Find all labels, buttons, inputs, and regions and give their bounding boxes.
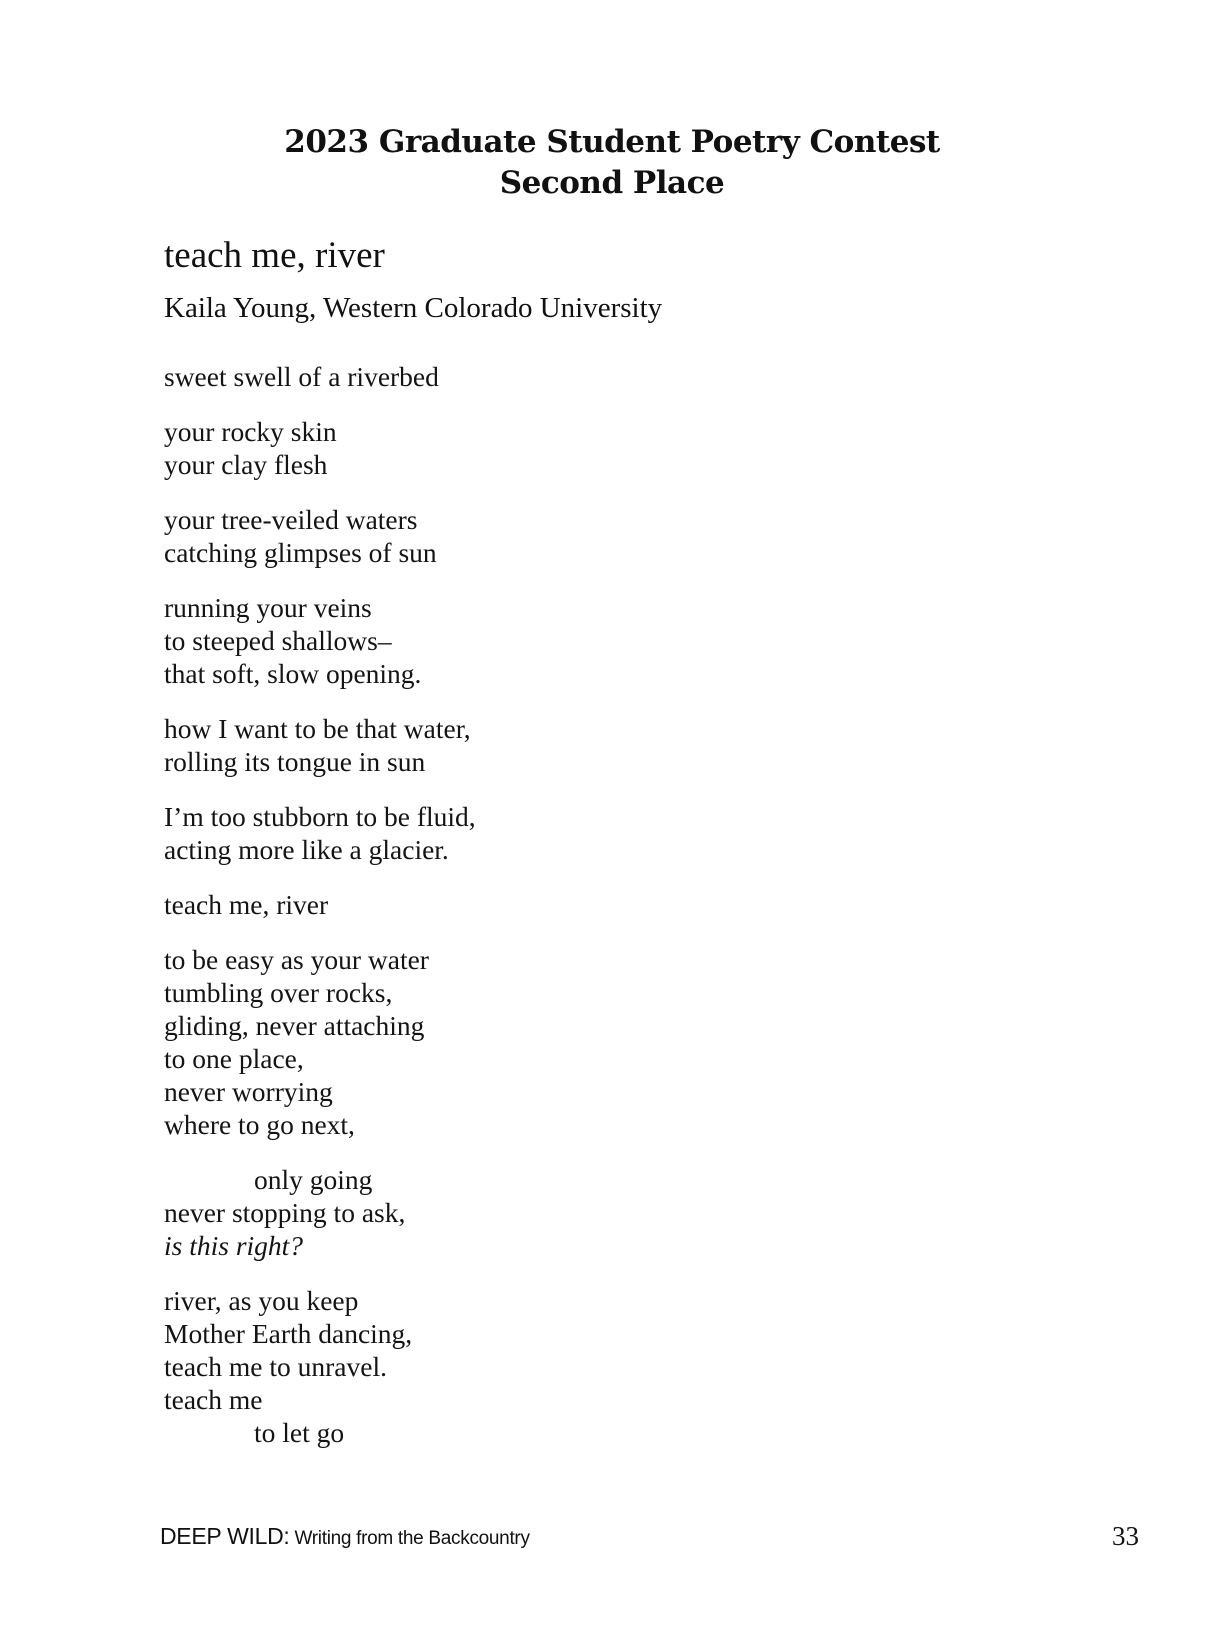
poem-line: your tree-veiled waters — [164, 504, 418, 535]
poem-line: only going — [254, 1164, 373, 1195]
contest-heading — [0, 122, 1224, 204]
poem-line: rolling its tongue in sun — [164, 746, 426, 777]
poem-stanza — [164, 503, 476, 569]
poem-line: tumbling over rocks, — [164, 977, 393, 1008]
poem-line: running your veins — [164, 592, 372, 623]
poem-line: to one place, — [164, 1043, 304, 1074]
poem-line: is this right? — [164, 1230, 304, 1261]
poem-line: river, as you keep — [164, 1285, 359, 1316]
poem-line: your clay flesh — [164, 449, 328, 480]
poem-stanza — [164, 591, 476, 690]
poem-line: that soft, slow opening. — [164, 658, 422, 689]
poem-line: sweet swell of a riverbed — [164, 361, 439, 392]
poem-stanza — [164, 360, 476, 393]
poem-line: never worrying — [164, 1076, 333, 1107]
footer-magazine-subtitle: Writing from the Backcountry — [289, 1528, 530, 1549]
poem-line: teach me, river — [164, 889, 329, 920]
poem-stanza — [164, 800, 476, 866]
poem-line: to be easy as your water — [164, 944, 429, 975]
page-number: 33 — [1112, 1521, 1139, 1551]
poem-line: Mother Earth dancing, — [164, 1318, 413, 1349]
poem-stanza — [164, 943, 476, 1141]
poem-stanza — [164, 1284, 476, 1449]
contest-placement: Second Place — [499, 165, 725, 201]
poem-line: acting more like a glacier. — [164, 834, 449, 865]
poem-line: to let go — [254, 1417, 345, 1448]
poem-line: how I want to be that water, — [164, 713, 471, 744]
footer-magazine-name: DEEP WILD: — [160, 1523, 290, 1549]
poem-stanza — [164, 1163, 476, 1262]
poem-body — [164, 360, 476, 1471]
poem-stanza — [164, 712, 476, 778]
poem-line: teach me to unravel. — [164, 1351, 387, 1382]
poem-title: teach me, river — [164, 235, 385, 276]
poem-stanza — [164, 415, 476, 481]
footer-publication — [160, 1523, 530, 1550]
poem-line: catching glimpses of sun — [164, 537, 437, 568]
poem-line: to steeped shallows– — [164, 625, 392, 656]
poem-line: never stopping to ask, — [164, 1197, 406, 1228]
poem-line: I’m too stubborn to be fluid, — [164, 801, 476, 832]
poem-line: gliding, never attaching — [164, 1010, 425, 1041]
contest-title: 2023 Graduate Student Poetry Contest — [284, 124, 940, 160]
poem-line: where to go next, — [164, 1109, 355, 1140]
poem-byline: Kaila Young, Western Colorado University — [164, 292, 663, 324]
poem-stanza — [164, 888, 476, 921]
poem-line: teach me — [164, 1384, 263, 1415]
poem-line: your rocky skin — [164, 416, 337, 447]
